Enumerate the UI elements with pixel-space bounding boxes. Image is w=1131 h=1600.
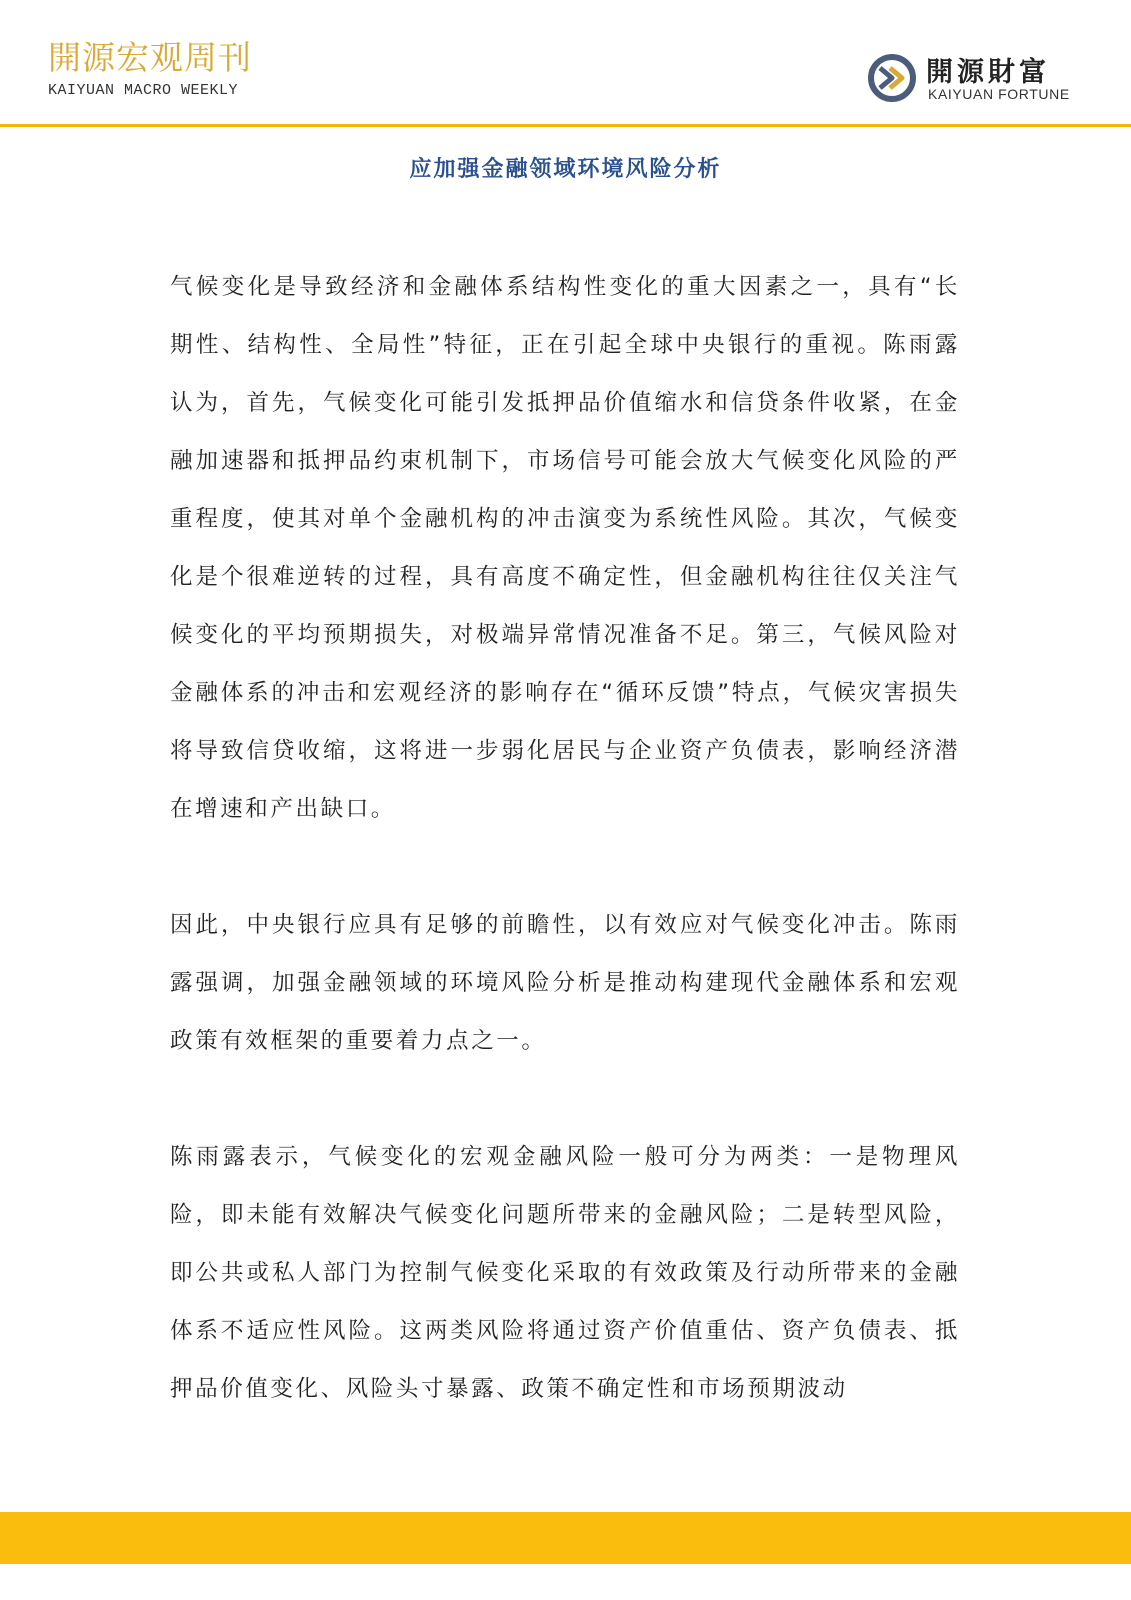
kaiyuan-logo-icon — [866, 52, 918, 104]
brand-name-en: KAIYUAN FORTUNE — [928, 86, 1070, 102]
masthead-title: 開源宏观周刊 — [48, 38, 252, 77]
paragraph-1: 气候变化是导致经济和金融体系结构性变化的重大因素之一，具有“长期性、结构性、全局性”特征，正在引起全球中央银行的重视。陈雨露认为，首先，气候变化可能引发抵押品价值缩水和信贷条件收紧，在金融加速器和抵押品约束机制下，市场信号可能会放大气候变化风险的严重程度，使其对单个金融机构的冲击演变为系统性风险。其次，气候变化是个很难逆转的过程，具有高度不确定性，但金融机构往往仅关注气候变化的平均预期损失，对极端异常情况准备不足。第三，气候风险对金融体系的冲击和宏观经济的影响存在“循环反馈”特点，气候灾害损失将导致信贷收缩，这将进一步弱化居民与企业资产负债表，影响经济潜在增速和产出缺口。 — [170, 274, 960, 822]
masthead-subtitle: KAIYUAN MACRO WEEKLY — [48, 82, 239, 99]
article-title: 应加强金融领域环境风险分析 — [409, 157, 722, 182]
footer-bar — [0, 1512, 1131, 1564]
header-divider — [0, 124, 1131, 127]
brand-logo-block — [866, 48, 1086, 108]
paragraph-3: 陈雨露表示，气候变化的宏观金融风险一般可分为两类：一是物理风险，即未能有效解决气候变化问题所带来的金融风险；二是转型风险，即公共或私人部门为控制气候变化采取的有效政策及行动所带来的金融体系不适应性风险。这两类风险将通过资产价值重估、资产负债表、抵押品价值变化、风险头寸暴露、政策不确定性和市场预期波动 — [170, 1144, 960, 1402]
paragraph-2: 因此，中央银行应具有足够的前瞻性，以有效应对气候变化冲击。陈雨露强调，加强金融领域的环境风险分析是推动构建现代金融体系和宏观政策有效框架的重要着力点之一。 — [170, 912, 960, 1054]
masthead — [48, 38, 252, 99]
article-body — [170, 258, 960, 1476]
brand-name: 開源財富 — [926, 57, 1050, 88]
